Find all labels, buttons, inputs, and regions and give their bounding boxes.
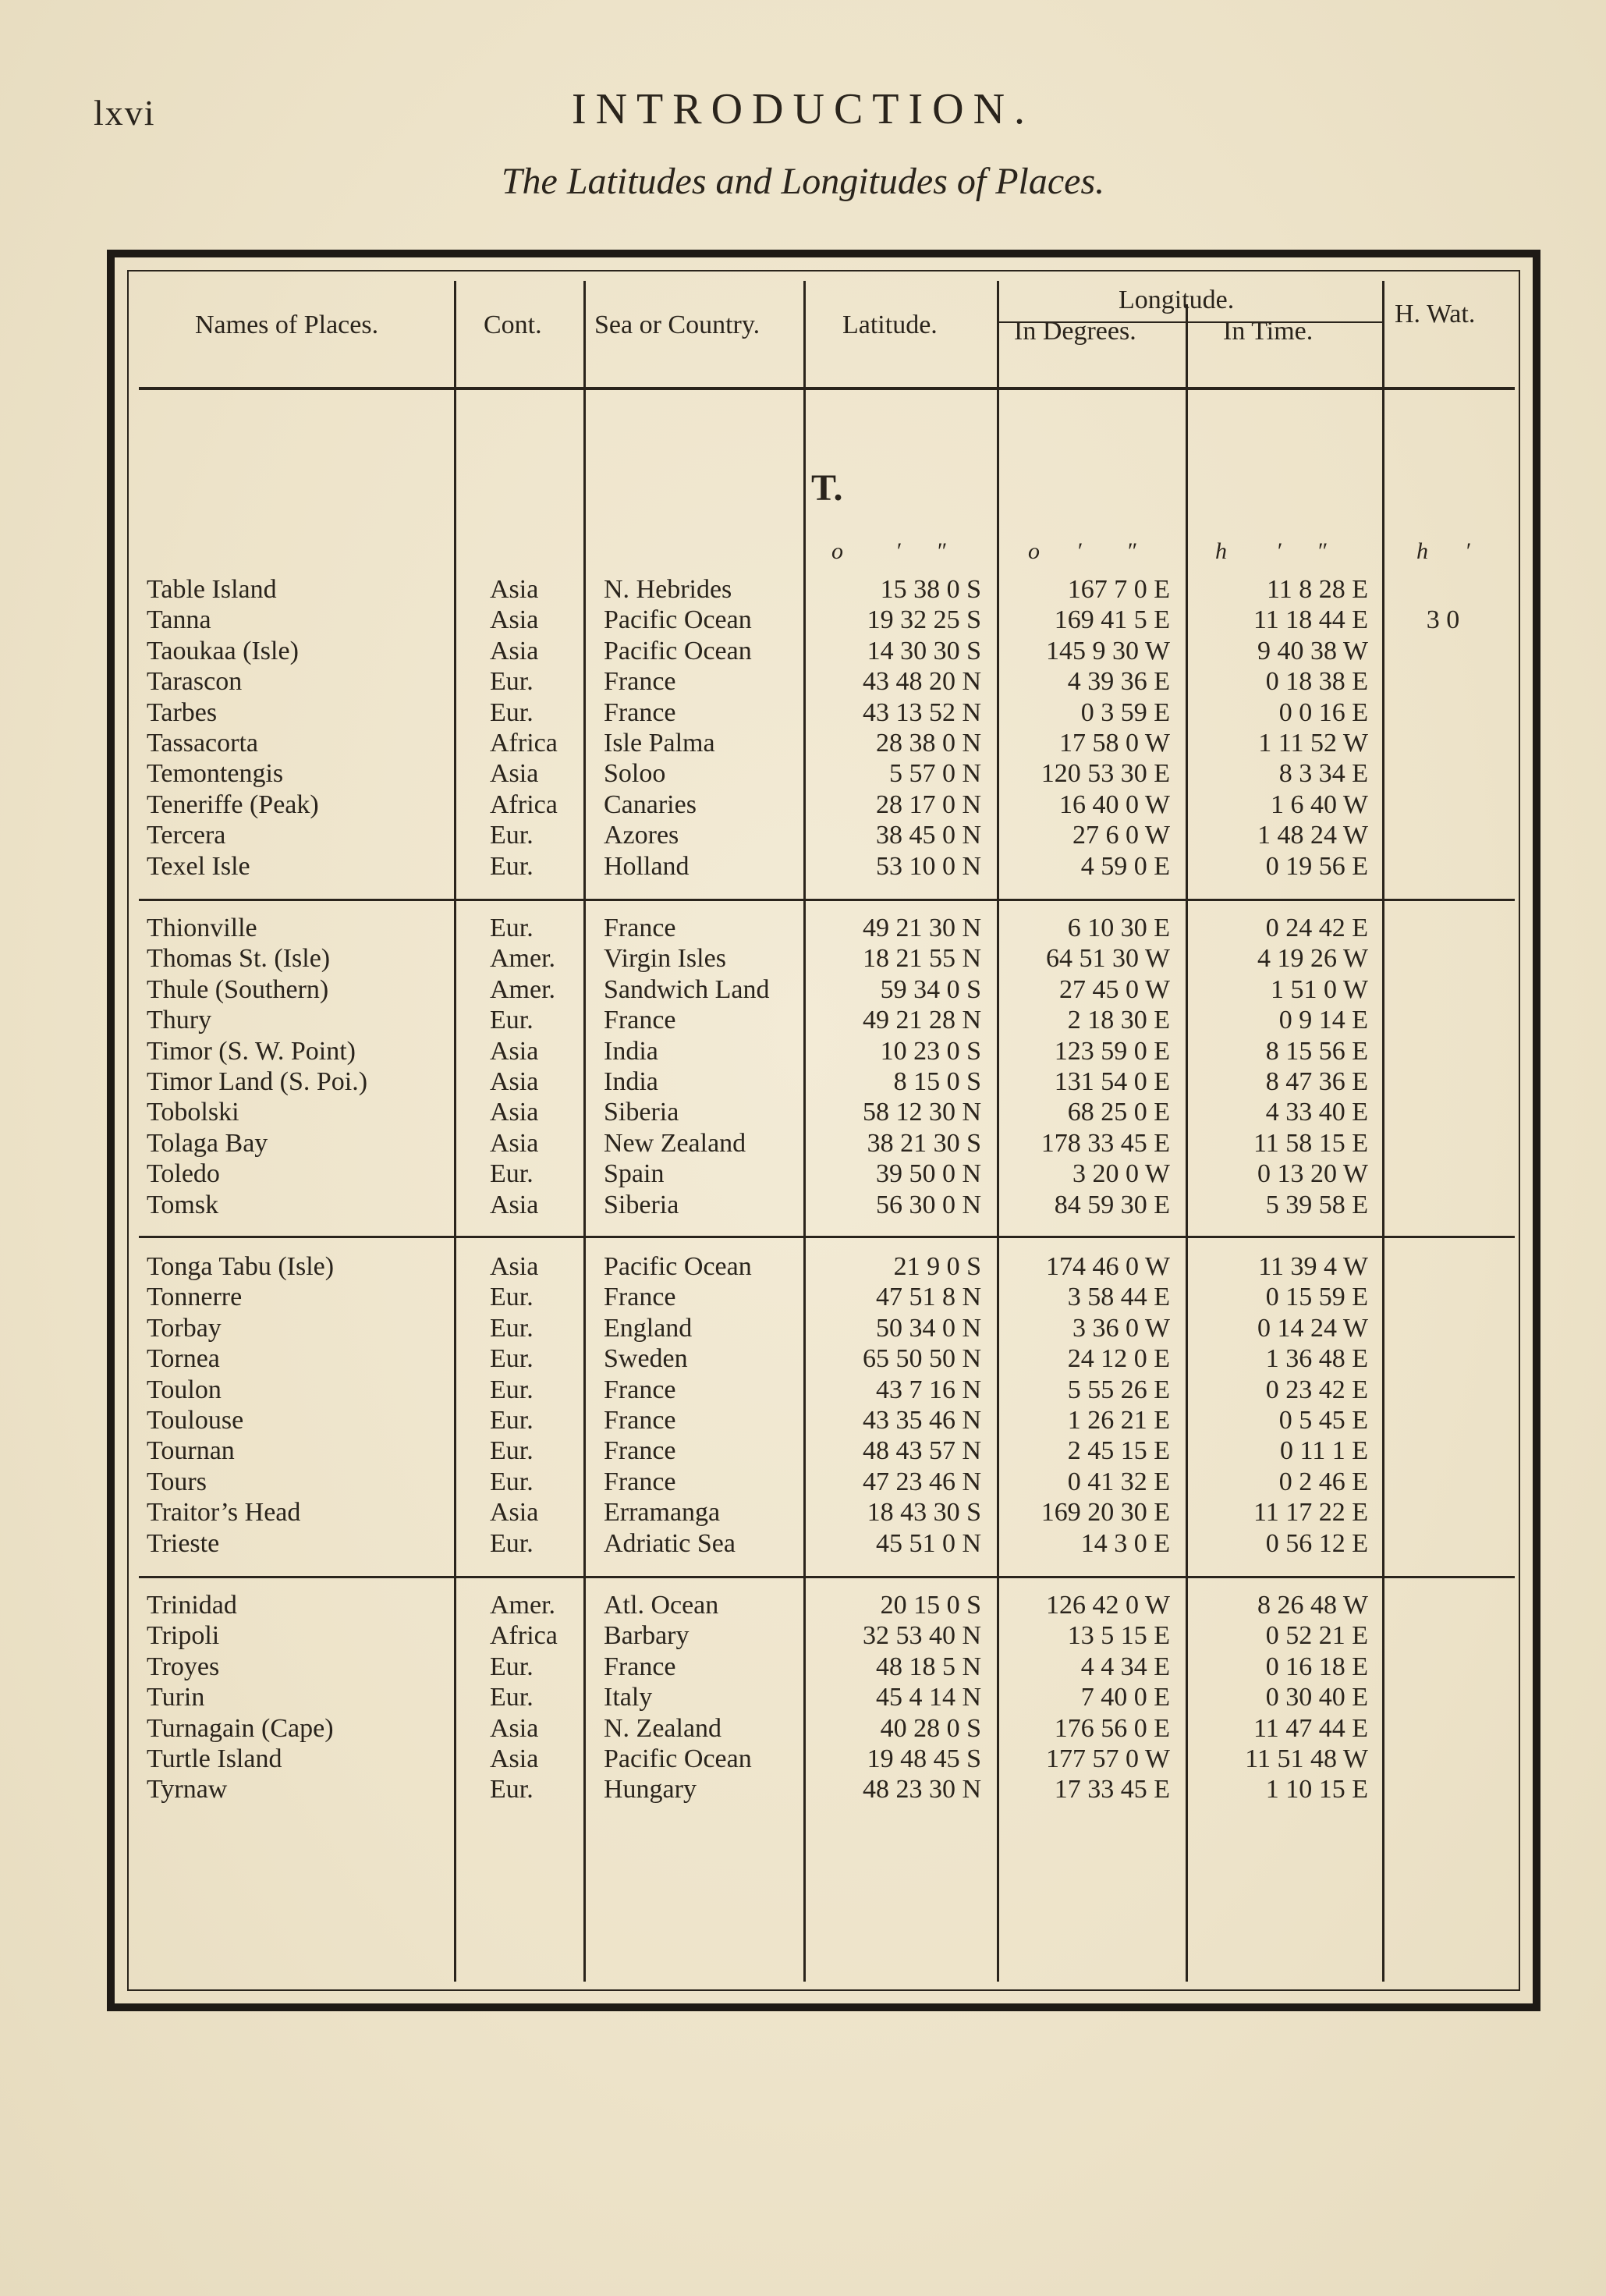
table-row [0,790,1606,820]
sea-or-country: India [604,1066,658,1096]
longitude-degrees-value: 16 40 0 W [1059,790,1170,819]
longitude-time-value: 4 19 26 W [1257,944,1368,974]
longitude-time-value: 4 33 40 E [1265,1098,1368,1127]
table-row [0,1682,1606,1712]
latitude-value: 15 38 0 S [880,575,981,604]
latitude-value: 20 15 0 S [880,1591,981,1620]
latitude-value: 45 4 14 N [875,1683,981,1712]
table-row [0,1190,1606,1220]
latitude-value: 39 50 0 N [875,1159,981,1189]
longitude-degrees-value: 7 40 0 E [1080,1683,1170,1712]
longitude-time-value: 0 30 40 E [1265,1683,1368,1712]
continent: Africa [490,728,558,758]
latitude-value: 32 53 40 N [862,1621,981,1651]
sea-or-country: Holland [604,851,690,881]
sea-or-country: Sandwich Land [604,974,770,1004]
longitude-time-value: 1 48 24 W [1257,821,1368,850]
place-name: Toulon [147,1375,222,1404]
longitude-degrees-value: 177 57 0 W [1046,1744,1170,1773]
sea-or-country: Barbary [604,1621,690,1651]
table-row [0,1159,1606,1189]
row-group [0,1590,1606,1805]
sea-or-country: France [604,1467,676,1496]
sea-or-country: Erramanga [604,1498,721,1528]
header-sea: Sea or Country. [594,311,760,339]
table-row [0,1375,1606,1405]
group-separator [139,1236,1515,1238]
table-row [0,1652,1606,1682]
sea-or-country: Siberia [604,1190,679,1219]
continent: Amer. [490,974,556,1004]
table-row [0,1282,1606,1312]
longitude-time-value: 8 47 36 E [1265,1066,1368,1096]
longitude-time-value: 1 51 0 W [1271,974,1368,1004]
place-name: Trieste [147,1528,220,1558]
table-row [0,1497,1606,1528]
header-names: Names of Places. [195,311,379,339]
longitude-degrees-value: 126 42 0 W [1046,1591,1170,1620]
latitude-value: 65 50 50 N [862,1344,981,1374]
sea-or-country: New Zealand [604,1128,746,1158]
latitude-value: 18 43 30 S [867,1498,981,1528]
longitude-degrees-value: 4 39 36 E [1067,667,1170,697]
continent: Asia [490,605,539,635]
longitude-degrees-value: 14 3 0 E [1080,1528,1170,1558]
continent: Africa [490,790,558,819]
latitude-value: 18 21 55 N [862,944,981,974]
row-group [0,913,1606,1220]
longitude-degrees-value: 131 54 0 E [1054,1066,1170,1096]
table-row [0,1713,1606,1744]
continent: Asia [490,575,539,604]
continent: Eur. [490,1467,534,1496]
longitude-degrees-value: 178 33 45 E [1041,1128,1170,1158]
table-row [0,697,1606,728]
longitude-time-value: 0 52 21 E [1265,1621,1368,1651]
sea-or-country: England [604,1313,693,1343]
place-name: Trinidad [147,1591,237,1620]
sea-or-country: Pacific Ocean [604,1252,752,1281]
longitude-time-value: 0 16 18 E [1265,1652,1368,1681]
longitude-time-value: 0 2 46 E [1278,1467,1368,1496]
place-name: Tanna [147,605,211,635]
latitude-value: 59 34 0 S [880,974,981,1004]
table-row [0,1097,1606,1127]
header-longitude: Longitude. [1119,286,1235,314]
sea-or-country: France [604,697,676,727]
sea-or-country: Siberia [604,1098,679,1127]
table-row [0,1251,1606,1282]
latitude-value: 53 10 0 N [875,851,981,881]
latitude-value: 56 30 0 N [875,1190,981,1219]
place-name: Texel Isle [147,851,250,881]
continent: Asia [490,1498,539,1528]
sea-or-country: N. Hebrides [604,575,732,604]
continent: Eur. [490,1405,534,1435]
longitude-time-value: 1 6 40 W [1271,790,1368,819]
group-separator [139,899,1515,901]
latitude-value: 5 57 0 N [888,759,981,789]
latitude-value: 48 23 30 N [862,1775,981,1805]
sea-or-country: Atl. Ocean [604,1591,719,1620]
continent: Asia [490,1744,539,1773]
place-name: Turnagain (Cape) [147,1713,334,1743]
place-name: Tarascon [147,667,243,697]
longitude-time-value: 11 39 4 W [1258,1252,1368,1281]
continent: Asia [490,1713,539,1743]
place-name: Tournan [147,1436,235,1466]
longitude-degrees-value: 169 41 5 E [1054,605,1170,635]
table-row [0,913,1606,943]
table-row [0,666,1606,697]
latitude-value: 58 12 30 N [862,1098,981,1127]
longitude-time-value: 11 17 22 E [1253,1498,1368,1528]
longitude-time-value: 0 11 1 E [1279,1436,1368,1466]
latitude-value: 10 23 0 S [880,1036,981,1066]
table-row [0,943,1606,974]
latitude-value: 19 32 25 S [867,605,981,635]
place-name: Timor (S. W. Point) [147,1036,356,1066]
table-row [0,1405,1606,1435]
place-name: Tyrnaw [147,1775,228,1805]
place-name: Turin [147,1683,205,1712]
row-group [0,1251,1606,1559]
longitude-degrees-value: 24 12 0 E [1067,1344,1170,1374]
longitude-time-value: 1 11 52 W [1258,728,1368,758]
longitude-degrees-value: 6 10 30 E [1067,914,1170,942]
page-number: lxvi [94,93,156,133]
sea-or-country: France [604,1375,676,1404]
sea-or-country: France [604,1283,676,1312]
continent: Eur. [490,1313,534,1343]
place-name: Troyes [147,1652,220,1681]
table-row [0,820,1606,850]
table-row [0,574,1606,605]
table-row [0,1066,1606,1097]
continent: Eur. [490,1652,534,1681]
longitude-degrees-value: 3 58 44 E [1067,1283,1170,1312]
sea-or-country: N. Zealand [604,1713,722,1743]
table-row [0,1744,1606,1774]
latitude-value: 48 18 5 N [875,1652,981,1681]
longitude-degrees-value: 4 4 34 E [1080,1652,1170,1681]
place-name: Tonga Tabu (Isle) [147,1252,335,1281]
longitude-degrees-value: 17 58 0 W [1059,728,1170,758]
table-row [0,758,1606,789]
place-name: Taoukaa (Isle) [147,636,299,665]
continent: Eur. [490,697,534,727]
place-name: Turtle Island [147,1744,282,1773]
header-cont: Cont. [484,311,542,339]
longitude-time-value: 0 9 14 E [1278,1006,1368,1035]
longitude-degrees-value: 2 45 15 E [1067,1436,1170,1466]
latitude-value: 43 48 20 N [862,667,981,697]
place-name: Tolaga Bay [147,1128,268,1158]
longitude-time-value: 9 40 38 W [1257,636,1368,665]
table-title: The Latitudes and Longitudes of Places. [501,161,1105,202]
longitude-degrees-value: 5 55 26 E [1067,1375,1170,1404]
latitude-value: 8 15 0 S [893,1066,981,1096]
continent: Eur. [490,1683,534,1712]
longitude-time-value: 0 15 59 E [1265,1283,1368,1312]
longitude-degrees-value: 0 3 59 E [1080,697,1170,727]
sea-or-country: France [604,1006,676,1035]
longitude-time-value: 11 58 15 E [1253,1128,1368,1158]
table-row [0,1467,1606,1497]
latitude-value: 14 30 30 S [867,636,981,665]
place-name: Tobolski [147,1098,239,1127]
latitude-value: 40 28 0 S [880,1713,981,1743]
longitude-degrees-value: 167 7 0 E [1067,575,1170,604]
latitude-value: 28 17 0 N [875,790,981,819]
longitude-degrees-value: 84 59 30 E [1054,1190,1170,1219]
continent: Asia [490,1128,539,1158]
sea-or-country: France [604,667,676,697]
longitude-time-value: 8 3 34 E [1278,759,1368,789]
longitude-degrees-value: 3 36 0 W [1072,1313,1170,1343]
longitude-time-value: 8 26 48 W [1257,1591,1368,1620]
longitude-degrees-value: 17 33 45 E [1054,1775,1170,1805]
longitude-time-value: 0 5 45 E [1278,1405,1368,1435]
sea-or-country: Azores [604,821,679,850]
continent: Asia [490,1098,539,1127]
longitude-time-value: 1 10 15 E [1265,1775,1368,1805]
latitude-value: 19 48 45 S [867,1744,981,1773]
continent: Eur. [490,1006,534,1035]
latitude-value: 28 38 0 N [875,728,981,758]
continent: Asia [490,1036,539,1066]
place-name: Toulouse [147,1405,244,1435]
place-name: Thionville [147,914,257,942]
longitude-time-value: 11 47 44 E [1253,1713,1368,1743]
place-name: Table Island [147,575,277,604]
table-row [0,728,1606,758]
latitude-value: 45 51 0 N [875,1528,981,1558]
place-name: Tonnerre [147,1283,243,1312]
sea-or-country: Pacific Ocean [604,605,752,635]
longitude-time-value: 0 56 12 E [1265,1528,1368,1558]
longitude-degrees-value: 120 53 30 E [1041,759,1170,789]
continent: Eur. [490,1436,534,1466]
header-bottom-rule [139,387,1515,390]
longitude-degrees-value: 13 5 15 E [1067,1621,1170,1651]
continent: Eur. [490,1344,534,1374]
latitude-value: 47 51 8 N [875,1283,981,1312]
sea-or-country: Spain [604,1159,665,1189]
place-name: Thule (Southern) [147,974,329,1004]
longitude-degrees-value: 4 59 0 E [1080,851,1170,881]
table-row [0,605,1606,635]
continent: Eur. [490,821,534,850]
sea-or-country: Canaries [604,790,697,819]
longitude-time-value: 0 24 42 E [1265,914,1368,942]
sea-or-country: France [604,1405,676,1435]
place-name: Tripoli [147,1621,220,1651]
place-name: Traitor’s Head [147,1498,301,1528]
continent: Amer. [490,944,556,974]
continent: Eur. [490,1528,534,1558]
sea-or-country: Soloo [604,759,666,789]
table-row [0,1620,1606,1651]
place-name: Tomsk [147,1190,219,1219]
latitude-value: 49 21 30 N [862,914,981,942]
place-name: Tercera [147,821,226,850]
longitude-time-value: 11 8 28 E [1266,575,1368,604]
longitude-degrees-value: 68 25 0 E [1067,1098,1170,1127]
table-row [0,1774,1606,1805]
continent: Eur. [490,914,534,942]
longitude-degrees-value: 174 46 0 W [1046,1252,1170,1281]
latitude-value: 38 21 30 S [867,1128,981,1158]
sea-or-country: Virgin Isles [604,944,726,974]
latitude-value: 43 35 46 N [862,1405,981,1435]
longitude-time-value: 11 51 48 W [1245,1744,1368,1773]
sea-or-country: France [604,914,676,942]
table-row [0,1528,1606,1559]
group-separator [139,1576,1515,1578]
header-latitude: Latitude. [842,311,938,339]
longitude-time-value: 0 23 42 E [1265,1375,1368,1404]
table-row [0,974,1606,1005]
sea-or-country: India [604,1036,658,1066]
continent: Amer. [490,1591,556,1620]
longitude-time-value: 11 18 44 E [1253,605,1368,635]
place-name: Torbay [147,1313,222,1343]
table-row [0,1343,1606,1374]
latitude-value: 43 7 16 N [875,1375,981,1404]
table-row [0,1005,1606,1035]
latitude-value: 49 21 28 N [862,1006,981,1035]
header-h-wat: H. Wat. [1395,300,1476,328]
place-name: Tours [147,1467,207,1496]
longitude-degrees-value: 169 20 30 E [1041,1498,1170,1528]
high-water-value: 3 0 [1426,605,1460,635]
table-row [0,1036,1606,1066]
sea-or-country: France [604,1436,676,1466]
sea-or-country: Isle Palma [604,728,715,758]
sea-or-country: Hungary [604,1775,697,1805]
continent: Asia [490,1190,539,1219]
longitude-degrees-value: 123 59 0 E [1054,1036,1170,1066]
latitude-value: 48 43 57 N [862,1436,981,1466]
continent: Eur. [490,1775,534,1805]
latitude-value: 38 45 0 N [875,821,981,850]
continent: Eur. [490,1283,534,1312]
continent: Asia [490,759,539,789]
table-row [0,1128,1606,1159]
sea-or-country: Sweden [604,1344,688,1374]
longitude-degrees-value: 27 45 0 W [1059,974,1170,1004]
latitude-value: 43 13 52 N [862,697,981,727]
place-name: Thomas St. (Isle) [147,944,331,974]
place-name: Tarbes [147,697,218,727]
continent: Eur. [490,667,534,697]
sea-or-country: Adriatic Sea [604,1528,736,1558]
place-name: Timor Land (S. Poi.) [147,1066,368,1096]
longitude-time-value: 0 13 20 W [1257,1159,1368,1189]
continent: Africa [490,1621,558,1651]
table-row [0,1590,1606,1620]
place-name: Tassacorta [147,728,258,758]
longitude-degrees-value: 2 18 30 E [1067,1006,1170,1035]
row-group [0,574,1606,882]
place-name: Thury [147,1006,212,1035]
longitude-time-value: 0 14 24 W [1257,1313,1368,1343]
sea-or-country: Pacific Ocean [604,1744,752,1773]
sea-or-country: Pacific Ocean [604,636,752,665]
section-letter: T. [811,467,843,509]
header-in-degrees: In Degrees. [1014,317,1136,346]
longitude-degrees-value: 64 51 30 W [1046,944,1170,974]
longitude-degrees-value: 27 6 0 W [1072,821,1170,850]
place-name: Temontengis [147,759,284,789]
table-row [0,1435,1606,1466]
place-name: Tornea [147,1344,220,1374]
latitude-value: 47 23 46 N [862,1467,981,1496]
running-head: INTRODUCTION. [571,85,1035,133]
longitude-degrees-value: 176 56 0 E [1054,1713,1170,1743]
longitude-degrees-value: 0 41 32 E [1067,1467,1170,1496]
table-row [0,1313,1606,1343]
place-name: Teneriffe (Peak) [147,790,319,819]
continent: Eur. [490,1159,534,1189]
continent: Asia [490,636,539,665]
latitude-value: 50 34 0 N [875,1313,981,1343]
sea-or-country: Italy [604,1683,653,1712]
table-row [0,636,1606,666]
longitude-time-value: 0 18 38 E [1265,667,1368,697]
longitude-degrees-value: 145 9 30 W [1046,636,1170,665]
longitude-degrees-value: 3 20 0 W [1072,1159,1170,1189]
latitude-value: 21 9 0 S [893,1252,981,1281]
longitude-time-value: 5 39 58 E [1265,1190,1368,1219]
header-in-time: In Time. [1223,317,1314,346]
continent: Eur. [490,851,534,881]
longitude-time-value: 0 0 16 E [1278,697,1368,727]
longitude-time-value: 0 19 56 E [1265,851,1368,881]
longitude-degrees-value: 1 26 21 E [1067,1405,1170,1435]
place-name: Toledo [147,1159,220,1189]
sea-or-country: France [604,1652,676,1681]
longitude-time-value: 1 36 48 E [1265,1344,1368,1374]
longitude-time-value: 8 15 56 E [1265,1036,1368,1066]
continent: Asia [490,1252,539,1281]
table-row [0,851,1606,882]
continent: Eur. [490,1375,534,1404]
continent: Asia [490,1066,539,1096]
